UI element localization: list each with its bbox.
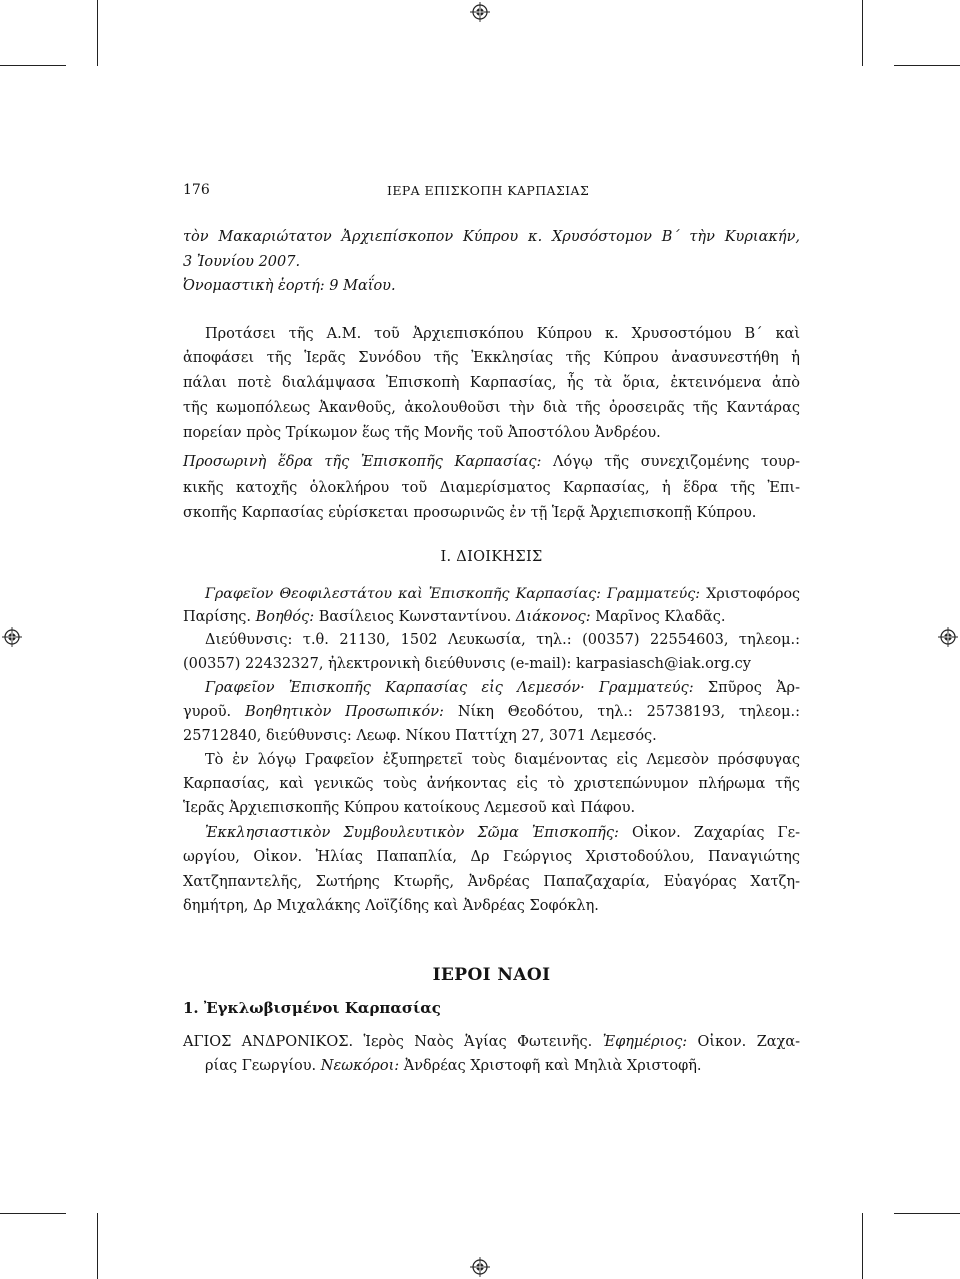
limassol-office-line [205,678,800,698]
service-line: Καρπασίας, καὶ γενικῶς τοὺς ἀνήκοντας εἰς τὸ χριστεπώνυμον πλήρωμα τῆς [183,776,800,792]
registration-mark-icon [2,627,22,647]
assistant-label: Βοηθός: [255,609,315,625]
office-label: Γραφεῖον Θεοφιλεστάτου καὶ Ἐπισκοπῆς Καρπασίας: Γραμματεύς: [205,586,701,602]
deacon-name: Μαρῖνος Κλαδᾶς. [595,609,726,625]
council-text: Οἰκον. Ζαχαρίας Γε- [631,825,801,841]
seat-line: σκοπῆς Καρπασίας εὑρίσκεται προσωρινῶς ἐν τῇ Ἱερᾷ Ἀρχιεπισκοπῇ Κύπρου. [183,505,757,521]
dedication-line: τὸν Μακαριώτατον Ἀρχιεπίσκοπον Κύπρου κ. Χρυσόστομον Β΄ τὴν Κυριακήν, [183,229,800,245]
office-line [183,607,800,627]
assistant-name: Βασίλειος Κωνσταντίνου. [318,609,512,625]
service-line: Τὸ ἐν λόγῳ Γραφεῖον ἐξυπηρετεῖ τοὺς διαμένοντας εἰς Λεμεσὸν πρόσφυγας [205,752,800,768]
priest-name: Οἰκον. Ζαχα- [697,1034,801,1050]
limassol-secretary-name-cont: γυροῦ. [183,704,232,720]
registration-mark-icon [470,2,490,22]
seat-line [183,452,800,472]
council-line: Χατζηπαντελῆς, Σωτήρης Κτωρῆς, Ἀνδρέας Παπαζαχαρία, Εὐαγόρας Χατζη- [183,874,800,890]
secretary-name-cont: Παρίσης. [183,609,251,625]
priest-name-cont: ρίας Γεωργίου. [205,1058,317,1074]
council-label: Ἐκκλησιαστικὸν Συμβουλευτικὸν Σῶμα Ἐπισκοπῆς: [205,825,619,841]
council-line: δημήτρη, Δρ Μιχαλάκης Λοϊζίδης καὶ Ἀνδρέας Σοφόκλη. [183,898,599,914]
church-name: Ἱερὸς Ναὸς Ἁγίας Φωτεινῆς. [363,1034,593,1050]
seat-text: Λόγῳ τῆς συνεχιζομένης τουρ- [552,454,800,470]
chapter-heading: ΙΕΡΟΙ ΝΑΟΙ [432,965,551,985]
staff-label: Βοηθητικὸν Προσωπικόν: [245,704,444,720]
history-line: πορείαν πρὸς Τρίκωμον ἕως τῆς Μονῆς τοῦ Ἀποστόλου Ἀνδρέου. [183,425,661,441]
sextons-names: Ἀνδρέας Χριστοφῆ καὶ Μηλιὰ Χριστοφῆ. [403,1058,702,1074]
council-line: ωργίου, Οἰκον. Ἠλίας Παπαπλία, Δρ Γεώργιος Χριστοδούλου, Παναγιώτης [183,849,800,865]
dedication-date: 3 Ἰουνίου 2007. [183,254,301,270]
staff-text: Νίκη Θεοδότου, τηλ.: 25738193, τηλεομ.: [457,704,801,720]
limassol-address-line: 25712840, διεύθυνσις: Λεωφ. Νίκου Παττίχη 27, 3071 Λεμεσός. [183,728,657,744]
council-line [205,823,800,843]
sextons-label: Νεωκόροι: [320,1058,400,1074]
registration-mark-icon [470,1257,490,1277]
village-name: ΑΓΙΟΣ ΑΝΔΡΟΝΙΚΟΣ. [183,1034,354,1050]
limassol-office-line [183,702,800,722]
church-entry-line [205,1056,800,1076]
deacon-label: Διάκονος: [515,609,591,625]
secretary-name: Χριστοφόρος [706,586,801,602]
registration-mark-icon [938,627,958,647]
history-line: πάλαι ποτὲ διαλάμψασα Ἐπισκοπὴ Καρπασίας, ἧς τὰ ὅρια, ἐκτεινόμενα ἀπὸ [183,375,800,391]
page-number: 176 [183,182,210,198]
history-line: τῆς κωμοπόλεως Ἀκανθοῦς, ἀκολουθοῦσι τὴν διὰ τῆς ὀροσειρᾶς τῆς Καντάρας [183,400,800,416]
address-line: Διεύθυνσις: τ.θ. 21130, 1502 Λευκωσία, τηλ.: (00357) 22554603, τηλεομ.: [205,632,800,648]
name-day: Ὀνομαστικὴ ἑορτή: 9 Μαΐου. [183,278,396,294]
seat-label: Προσωρινὴ ἕδρα τῆς Ἐπισκοπῆς Καρπασίας: [183,454,542,470]
history-line: ἀποφάσει τῆς Ἱερᾶς Συνόδου τῆς Ἐκκλησίας τῆς Κύπρου ἀνασυνεστήθη ἡ [183,350,800,366]
service-line: Ἱερᾶς Ἀρχιεπισκοπῆς Κύπρου κατοίκους Λεμεσοῦ καὶ Πάφου. [183,800,636,816]
limassol-office-label: Γραφεῖον Ἐπισκοπῆς Καρπασίας εἰς Λεμεσόν· Γραμματεύς: [205,680,694,696]
office-line [205,584,800,604]
history-line: Προτάσει τῆς Α.Μ. τοῦ Ἀρχιεπισκόπου Κύπρου κ. Χρυσοστόμου Β΄ καὶ [205,326,800,342]
seat-line: κικῆς κατοχῆς ὁλοκλήρου τοῦ Διαμερίσματος Καρπασίας, ἡ ἕδρα τῆς Ἐπι- [183,480,800,496]
church-entry-line [183,1032,800,1052]
address-line: (00357) 22432327, ἠλεκτρονικὴ διεύθυνσις (e-mail): karpasiasch@iak.org.cy [183,656,751,672]
limassol-secretary-name: Σπῦρος Ἀρ- [707,680,800,696]
priest-label: Ἐφημέριος: [602,1034,688,1050]
subsection-heading: 1. Ἐγκλωβισμένοι Καρπασίας [183,999,441,1017]
section-heading: Ι. ΔΙΟΙΚΗΣΙΣ [440,549,543,565]
running-title: ΙΕΡΑ ΕΠΙΣΚΟΠΗ ΚΑΡΠΑΣΙΑΣ [387,183,590,198]
